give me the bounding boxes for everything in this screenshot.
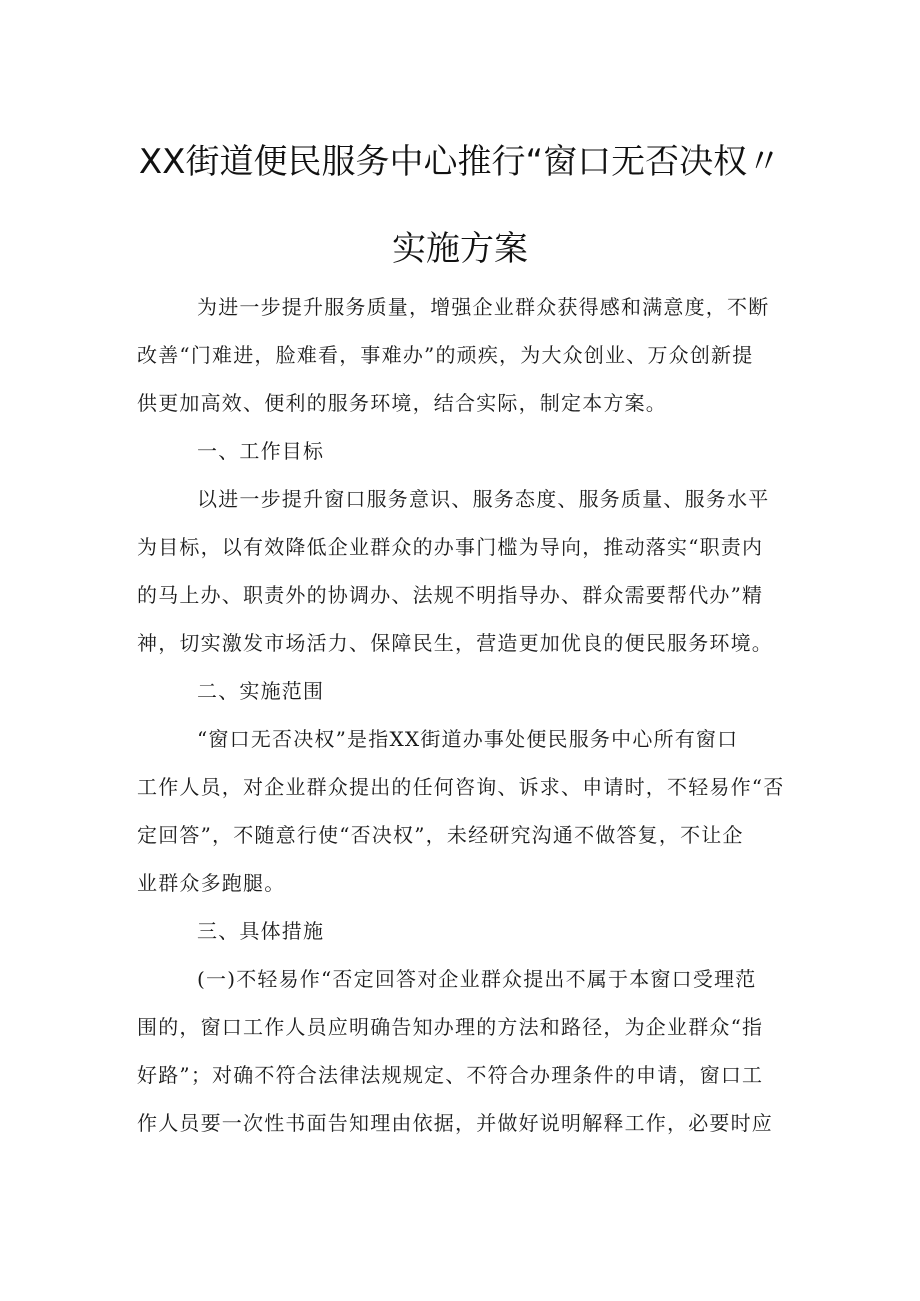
paragraph-measures-line-2: 围的，窗口工作人员应明确告知办理的方法和路径，为企业群众“指 — [137, 1015, 764, 1039]
document-title-line-1: XX街道便民服务中心推行“窗口无否决权〃 — [138, 142, 782, 182]
document-title-line-2: 实施方案 — [392, 229, 528, 269]
paragraph-intro-line-2: 改善“门难进，脸难看，事难办”的顽疾，为大众创业、万众创新提 — [137, 343, 754, 367]
paragraph-measures-line-1: (一)不轻易作“否定回答对企业群众提出不属于本窗口受理范 — [197, 967, 757, 991]
paragraph-goals-line-4: 神，切实激发市场活力、保障民生，营造更加优良的便民服务环境。 — [137, 631, 773, 655]
section-heading-measures: 三、具体措施 — [197, 919, 325, 943]
paragraph-intro-line-1: 为进一步提升服务质量，增强企业群众获得感和满意度，不断 — [197, 295, 770, 319]
paragraph-intro-line-3: 供更加高效、便利的服务环境，结合实际，制定本方案。 — [137, 391, 667, 415]
paragraph-scope-line-3: 定回答”，不随意行使“否决权”，未经研究沟通不做答复，不让企 — [137, 823, 744, 847]
paragraph-scope-line-1: “窗口无否决权”是指XX街道办事处便民服务中心所有窗口 — [197, 727, 739, 751]
paragraph-goals-line-1: 以进一步提升窗口服务意识、服务态度、服务质量、服务水平 — [197, 487, 770, 511]
paragraph-scope-line-2: 工作人员，对企业群众提出的任何咨询、诉求、申请时，不轻易作“否 — [137, 775, 785, 799]
paragraph-goals-line-3: 的马上办、职责外的协调办、法规不明指导办、群众需要帮代办”精 — [137, 583, 764, 607]
paragraph-measures-line-4: 作人员要一次性书面告知理由依据，并做好说明解释工作，必要时应 — [137, 1111, 773, 1135]
paragraph-goals-line-2: 为目标，以有效降低企业群众的办事门槛为导向，推动落实“职责内 — [137, 535, 764, 559]
paragraph-scope-line-4: 业群众多跑腿。 — [137, 871, 286, 895]
document-body — [137, 283, 792, 1147]
section-heading-scope: 二、实施范围 — [197, 679, 325, 703]
paragraph-measures-line-3: 好路”；对确不符合法律法规规定、不符合办理条件的申请，窗口工 — [137, 1063, 764, 1087]
section-heading-goals: 一、工作目标 — [197, 439, 325, 463]
